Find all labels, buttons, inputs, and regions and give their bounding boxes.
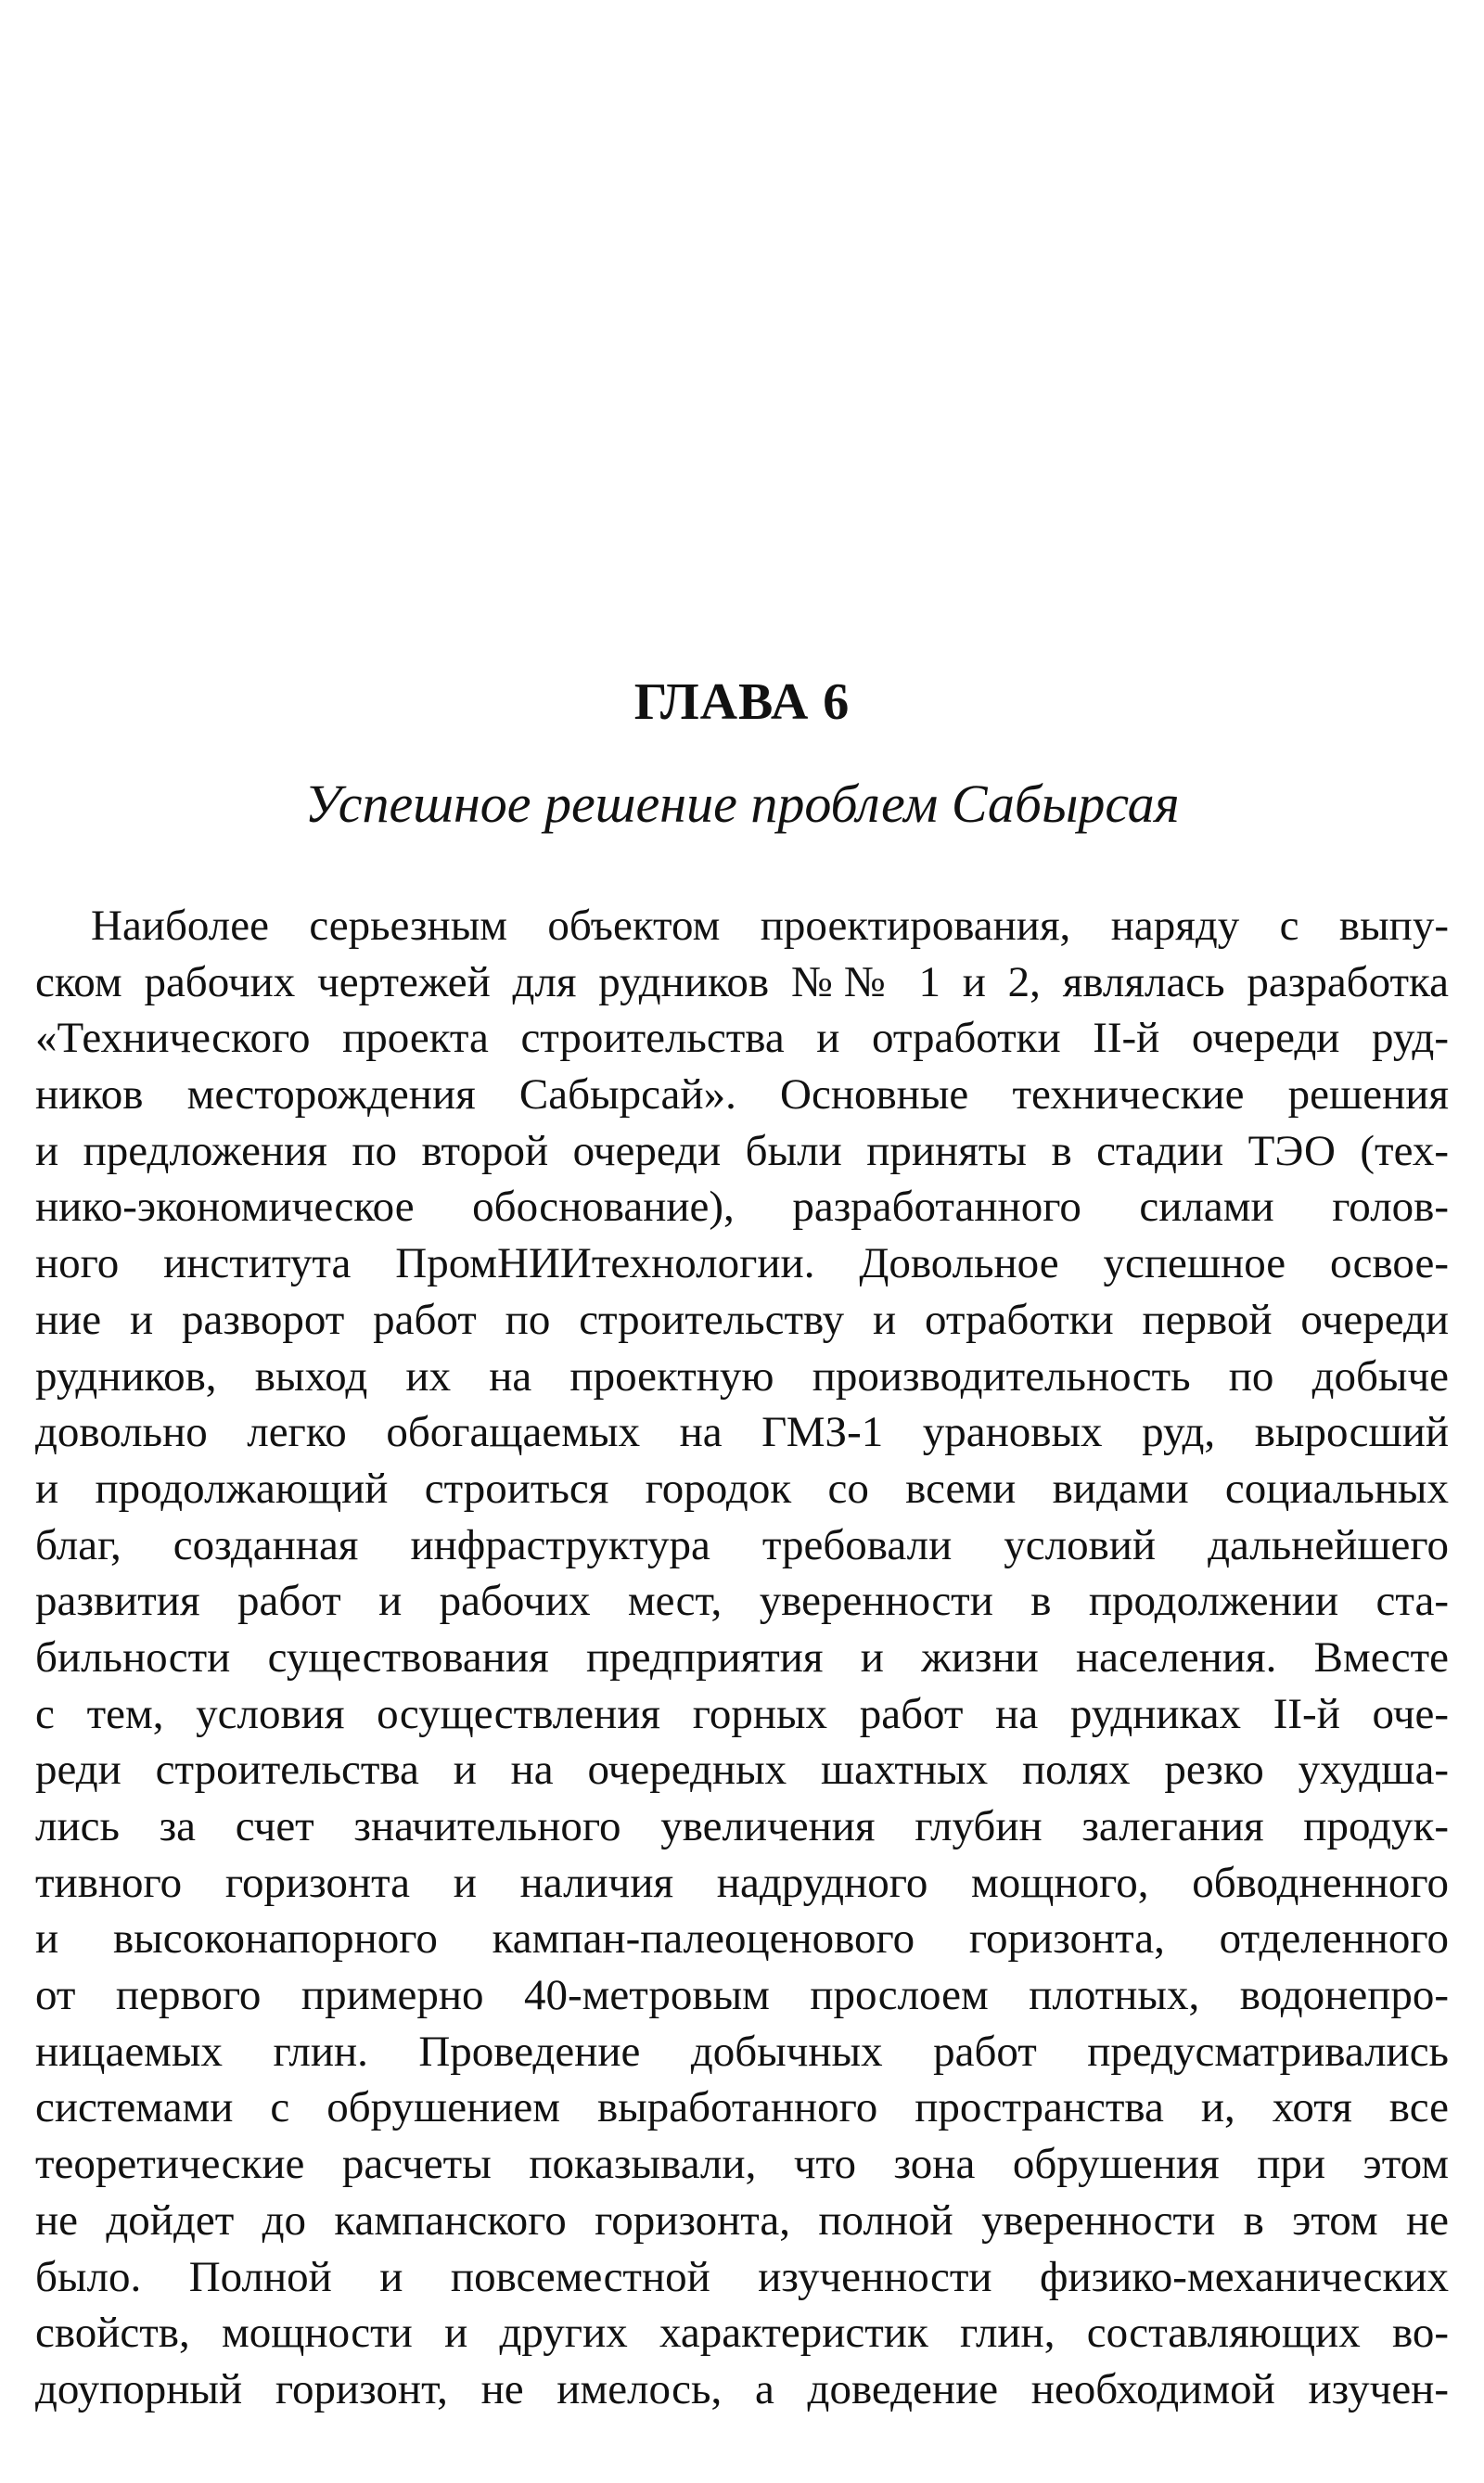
text-line: не дойдет до кампанского горизонта, полной уверенности в этом не [35, 2195, 1449, 2245]
text-line: с тем, условия осуществления горных работ на рудниках II-й оче- [35, 1689, 1449, 1738]
text-line: бильности существования предприятия и жизни населения. Вместе [35, 1632, 1449, 1682]
text-line: нико-экономическое обоснование), разработанного силами голов- [35, 1183, 1449, 1232]
text-line: ного института ПромНИИтехнологии. Довольное успешное освое- [35, 1239, 1449, 1288]
text-line: развития работ и рабочих мест, уверенности в продолжении ста- [35, 1577, 1449, 1626]
text-line: лись за счет значительного увеличения глубин залегания продук- [35, 1802, 1449, 1850]
chapter-subtitle: Успешное решение проблем Сабырсая [304, 774, 1180, 834]
text-line: свойств, мощности и других характеристик глин, составляющих во- [35, 2309, 1449, 2358]
text-line: системами с обрушением выработанного пространства и, хотя все [35, 2083, 1449, 2132]
text-line: «Технического проекта строительства и отработки II-й очереди руд- [35, 1014, 1449, 1063]
text-line: ницаемых глин. Проведение добычных работ предусматривались [35, 2027, 1449, 2076]
text-line: было. Полной и повсеместной изученности физико-механических [35, 2252, 1449, 2301]
text-line: реди строительства и на очередных шахтных полях резко ухудша- [35, 1746, 1449, 1795]
text-line: ние и разворот работ по строительству и отработки первой очереди [35, 1295, 1449, 1344]
text-line: доупорный горизонт, не имелось, а доведение необходимой изучен- [35, 2364, 1449, 2413]
text-line: и высоконапорного кампан-палеоценового горизонта, отделенного [35, 1914, 1449, 1964]
text-line: ском рабочих чертежей для рудников №№ 1 и 2, являлась разработка [35, 957, 1449, 1006]
text-line: благ, созданная инфраструктура требовали условий дальнейшего [35, 1520, 1449, 1569]
text-line: теоретические расчеты показывали, что зона обрушения при этом [35, 2140, 1449, 2189]
text-line: рудников, выход их на проектную производительность по добыче [35, 1351, 1449, 1401]
text-line: Наиболее серьезным объектом проектирования, наряду с выпу- [91, 902, 1449, 950]
text-line: ников месторождения Сабырсай». Основные технические решения [35, 1070, 1449, 1120]
chapter-heading: ГЛАВА 6 [633, 673, 851, 731]
text-line: от первого примерно 40-метровым прослоем плотных, водонепро- [35, 1971, 1449, 2020]
text-line: довольно легко обогащаемых на ГМЗ-1 урановых руд, выросший [35, 1408, 1449, 1457]
text-line: и предложения по второй очереди были приняты в стадии ТЭО (тех- [35, 1126, 1449, 1175]
text-line: тивного горизонта и наличия надрудного мощного, обводненного [35, 1858, 1449, 1907]
body-paragraph [35, 898, 1449, 2418]
text-line: и продолжающий строиться городок со всеми видами социальных [35, 1464, 1449, 1513]
